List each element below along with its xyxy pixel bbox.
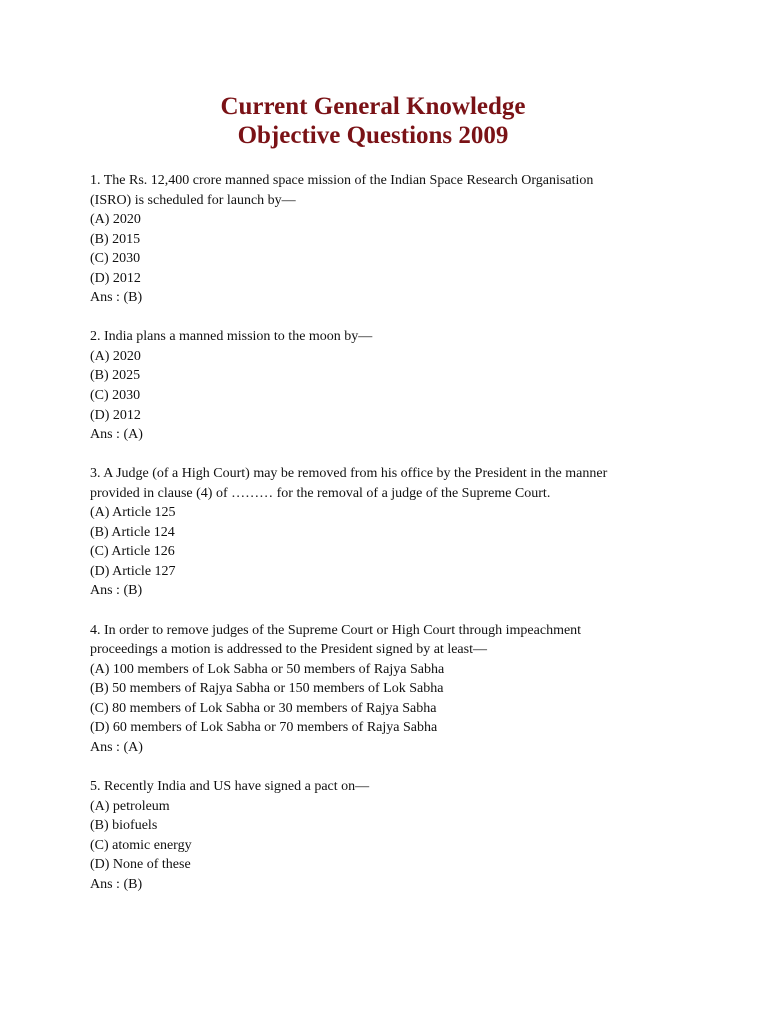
question-5-answer: Ans : (B)	[90, 876, 143, 892]
question-4-option-c: (C) 80 members of Lok Sabha or 30 members of Rajya Sabha	[90, 700, 437, 716]
question-3-answer: Ans : (B)	[90, 583, 143, 599]
question-3	[90, 464, 730, 601]
document-title-line-2: Objective Questions 2009	[237, 122, 509, 149]
question-3-text-line-1: 3. A Judge (of a High Court) may be removed from his office by the President in the manner	[90, 466, 608, 482]
question-3-option-a: (A) Article 125	[90, 505, 176, 521]
question-3-option-c: (C) Article 126	[90, 544, 175, 560]
question-2-option-d: (D) 2012	[90, 407, 141, 423]
question-1-text-line-1: 1. The Rs. 12,400 crore manned space mission of the Indian Space Research Organisation	[90, 173, 594, 188]
question-5-option-c: (C) atomic energy	[90, 837, 192, 853]
question-1-answer: Ans : (B)	[90, 290, 143, 306]
question-4	[90, 621, 730, 758]
question-5-option-a: (A) petroleum	[90, 798, 170, 814]
question-4-text-line-2: proceedings a motion is addressed to the President signed by at least—	[90, 642, 487, 658]
question-2-text-line-1: 2. India plans a manned mission to the moon by—	[90, 329, 373, 345]
question-1-option-c: (C) 2030	[90, 251, 141, 267]
question-2-option-b: (B) 2025	[90, 368, 141, 384]
question-list	[90, 171, 730, 914]
question-5-option-d: (D) None of these	[90, 857, 191, 873]
question-3-option-d: (D) Article 127	[90, 563, 176, 579]
question-5-text-line-1: 5. Recently India and US have signed a pact on—	[90, 778, 370, 794]
document-title-line-1: Current General Knowledge	[220, 93, 526, 120]
question-4-option-a: (A) 100 members of Lok Sabha or 50 members of Rajya Sabha	[90, 661, 445, 677]
question-5	[90, 777, 730, 894]
question-4-text-line-1: 4. In order to remove judges of the Supreme Court or High Court through impeachment	[90, 622, 582, 638]
question-3-text-line-2: provided in clause (4) of ……… for the removal of a judge of the Supreme Court.	[90, 485, 551, 501]
question-5-option-b: (B) biofuels	[90, 818, 158, 834]
question-1-option-d: (D) 2012	[90, 270, 141, 286]
question-1-text-line-2: (ISRO) is scheduled for launch by—	[90, 192, 296, 208]
question-4-option-b: (B) 50 members of Rajya Sabha or 150 members of Lok Sabha	[90, 681, 444, 697]
question-2-option-c: (C) 2030	[90, 388, 141, 404]
question-2-answer: Ans : (A)	[90, 427, 143, 443]
question-1-option-b: (B) 2015	[90, 231, 141, 247]
question-3-option-b: (B) Article 124	[90, 524, 175, 540]
question-1	[90, 171, 730, 308]
question-1-option-a: (A) 2020	[90, 212, 141, 228]
question-4-answer: Ans : (A)	[90, 739, 143, 755]
question-2-option-a: (A) 2020	[90, 348, 141, 364]
question-4-option-d: (D) 60 members of Lok Sabha or 70 members of Rajya Sabha	[90, 720, 438, 736]
question-2	[90, 327, 730, 444]
